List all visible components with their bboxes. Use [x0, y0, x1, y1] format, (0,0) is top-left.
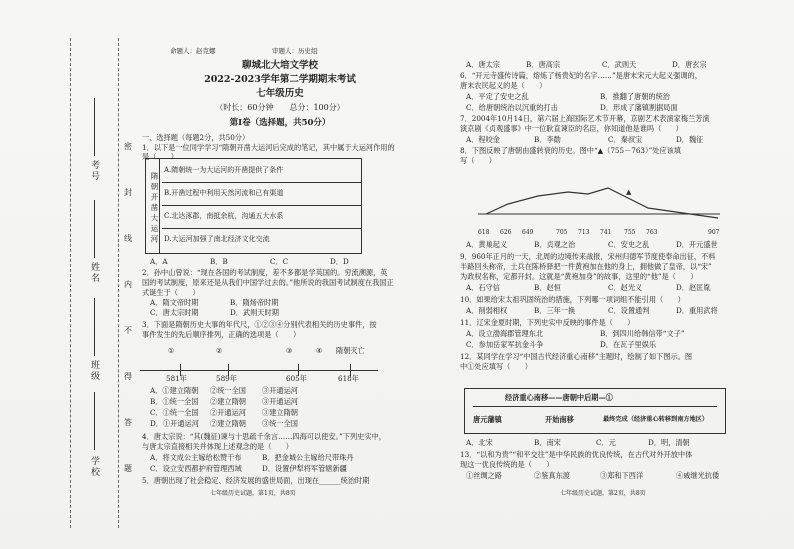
q4-option-a[interactable]: A．将文成公主嫁给松赞干布 — [150, 453, 242, 462]
q7-text: 7．2004年10月14日，第六届上海国际艺术节开幕，京剧艺术表演家梅兰芳演 — [460, 114, 710, 123]
timeline-year: 605年 — [286, 374, 307, 383]
q9-option-c[interactable]: C．赵光义 — [608, 283, 643, 292]
q12-diagram — [464, 388, 726, 434]
chart-year: 755 — [624, 229, 636, 236]
q9-text-3: 为政权名称，定都开封。这就是“黄袍加身”的故事，这里的“他”是（ ） — [460, 272, 698, 281]
q3-option-a-1[interactable]: A．①建立隋朝 — [150, 386, 199, 395]
q1-text-2: 是（ ） — [142, 152, 178, 161]
q3-option-a-2: ②统一全国 — [210, 386, 246, 395]
q2-option-b[interactable]: B．隋炀帝时期 — [230, 298, 279, 307]
seal-char: 不 — [124, 326, 132, 335]
q3-option-b-1[interactable]: B．①统一全国 — [150, 397, 199, 406]
q3-option-d-3: ③统一全国 — [262, 419, 298, 428]
q12-diagram-item: 唐元藩镇 — [473, 415, 502, 424]
q12-diagram-divider — [473, 406, 717, 407]
q7-option-a[interactable]: A．程咬金 — [466, 135, 500, 144]
school-name: 聊城北大培文学校 — [241, 60, 318, 71]
q2-text: 2．孙中山曾说：“现在各国的考试制度，差不多都是学英国的。穷流溯源，英 — [142, 268, 388, 277]
q13-text-2: 现这一优良传统的是（ ） — [460, 460, 554, 469]
q10-option-a[interactable]: A．削弱相权 — [466, 306, 508, 315]
q13-option-2: ②鉴真东渡 — [534, 471, 570, 480]
q2-option-c[interactable]: C．唐太宗时期 — [150, 308, 199, 317]
q4-option-c[interactable]: C．设立安西都护府管理西域 — [150, 464, 242, 473]
time-score: （时长：60分钟 总分：100分） — [215, 103, 345, 112]
q8-text-2: 写（ ） — [460, 156, 496, 165]
q3-option-d-2: ②建立隋朝 — [210, 419, 246, 428]
q11-text: 11．辽宋金夏时期，下列史实中反映的事件是（ ） — [460, 318, 635, 327]
chart-year: 626 — [500, 229, 512, 236]
q1-table — [145, 158, 362, 254]
q8-option-b[interactable]: B．贞观之治 — [534, 240, 576, 249]
q12-diagram-item: 最终完成（经济重心转移到南方地区） — [603, 416, 709, 423]
q12-option-b[interactable]: B．南宋 — [534, 438, 561, 447]
q6-text-2: 唐末农民起义的是（ ） — [460, 81, 547, 90]
school-label: 学校 — [89, 456, 99, 478]
q4-text-2: 与唐太宗直接相关并体现上述观念的是（ ） — [142, 442, 293, 451]
seal-char: 密 — [124, 142, 132, 151]
binding-margin — [0, 0, 132, 549]
q12-text: 12．某同学在学习“中国古代经济重心南移”主题时，绘制了如下图示。图 — [460, 352, 693, 361]
q2-option-d[interactable]: D．武则天时期 — [230, 308, 279, 317]
seal-dashed-line-outer — [70, 38, 71, 528]
q6-option-a[interactable]: A．平定了安史之乱 — [466, 92, 529, 101]
q13-option-1: ①丝绸之路 — [466, 471, 502, 480]
q3-option-c-2: ②开通运河 — [210, 408, 246, 417]
q9-option-b[interactable]: B．赵恒 — [534, 283, 561, 292]
seal-char: 题 — [124, 464, 132, 473]
chart-year: 763 — [646, 229, 658, 236]
q12-text-2: 中①处应填写（ ） — [460, 362, 532, 371]
q3-option-b-3: ③开通运河 — [262, 397, 298, 406]
q1-table-row: D.大运河加强了南北经济文化交流 — [164, 235, 270, 243]
term-title: 2022-2023学年第二学期期末考试 — [204, 74, 356, 85]
q11-option-d[interactable]: D．在瓦子里娱乐 — [600, 340, 657, 349]
q13-text: 13．“以和为贵”“和平交往”是中华民族的优良传统，在古代对外开放中体 — [460, 450, 693, 459]
q9-text: 9．960年正月的一天，北周的边境传来战报，宋州归德军节度使奉命出征，不料 — [460, 252, 716, 261]
q3-text-2: 事件发生的先后顺序排列，正确的选项是（ ） — [142, 330, 301, 339]
chart-year: 907 — [708, 229, 720, 236]
exam-no-underline — [94, 98, 95, 156]
q7-option-c[interactable]: C．秦叔宝 — [608, 135, 643, 144]
q3-option-c-1[interactable]: C．①统一全国 — [150, 408, 199, 417]
timeline-mark: ③ — [286, 346, 293, 355]
q10-option-c[interactable]: C．设置通判 — [608, 306, 650, 315]
q3-option-c-3: ③建立隋朝 — [262, 408, 298, 417]
q11-option-b[interactable]: B．到四川给韩信带“文子” — [600, 329, 685, 338]
timeline-year: 581年 — [166, 374, 187, 383]
q2-text-2: 国的考试制度，原来还是从我们中国学过去的。”他所说的我国考试制度在我国正 — [142, 278, 394, 287]
q7-option-b[interactable]: B．李勣 — [534, 135, 561, 144]
name-underline — [94, 200, 95, 258]
q1-text: 1．以下是一位同学学习“隋朝开凿大运河后完成的笔记，其中属于大运河作用的 — [142, 143, 395, 152]
q9-option-d[interactable]: D．赵匡胤 — [676, 283, 711, 292]
q12-diagram-title: 经济重心南移——唐朝中后期—① — [505, 393, 613, 402]
q8-option-d[interactable]: D．开元盛世 — [676, 240, 718, 249]
q13-option-4: ④戚继光抗倭 — [676, 471, 720, 480]
section-instruction: 一、选择题（每题2分，共50分） — [142, 133, 250, 142]
q9-option-a[interactable]: A．石守信 — [466, 283, 500, 292]
q3-option-d-1[interactable]: D．①开通运河 — [150, 419, 199, 428]
q5-option-c[interactable]: C．武则天 — [602, 60, 637, 69]
q6-option-d[interactable]: D．形成了藩镇割据局面 — [600, 103, 678, 112]
timeline-mark: ① — [168, 346, 175, 355]
chart-year: 713 — [578, 229, 590, 236]
chart-year: 705 — [556, 229, 568, 236]
chart-year: 618 — [478, 229, 490, 236]
exam-no-label: 考号 — [89, 160, 99, 182]
q3-option-b-2: ②建立隋朝 — [210, 397, 246, 406]
q1-option-d[interactable]: D．D — [330, 257, 349, 266]
q7-text-2: 演京剧《贞观盛事》中一位耿直谏臣的名臣，你知道他是谁吗（ ） — [460, 124, 683, 133]
subject-title: 七年级历史 — [256, 88, 304, 99]
q1-option-a[interactable]: A．A — [150, 257, 168, 266]
q8-text: 8．下图反映了唐朝由盛转衰的历史。图中“▲（755－763）”处应该填 — [460, 146, 681, 155]
q1-table-row: B.开凿过程中利用天然河流和已有渠道 — [162, 182, 361, 206]
q10-option-d[interactable]: D．重用武将 — [676, 306, 718, 315]
q5-option-b[interactable]: B．唐高宗 — [526, 60, 561, 69]
seal-dashed-line — [118, 38, 119, 528]
seal-char: 内 — [124, 280, 132, 289]
left-page-footer: 七年级历史试题，第1页，共8页 — [210, 490, 296, 497]
seal-char: 答 — [124, 418, 132, 427]
q5-text: 5．唐朝出现了社会稳定、经济发展的盛世局面，出现在______统治时期 — [142, 476, 370, 485]
q4-option-d[interactable]: D．设置伊犁将军管辖新疆 — [262, 464, 347, 473]
q1-table-row: C.北达涿郡，南抵余杭，沟通五大水系 — [162, 205, 361, 229]
chart-year: 649 — [522, 229, 534, 236]
q3-option-a-3: ③开通运河 — [262, 386, 298, 395]
q3-text: 3．下面是隋朝历史大事的年代尺，①②③④分别代表相关的历史事件，按 — [142, 320, 377, 329]
timeline-year: 589年 — [216, 374, 237, 383]
seal-char: 得 — [124, 372, 132, 381]
q12-diagram-item: 开始南移 — [545, 415, 574, 424]
q2-text-3: 式诞生于（ ） — [142, 288, 200, 297]
q5-option-d[interactable]: D．唐玄宗 — [672, 60, 707, 69]
chart-marker: ▲ — [626, 188, 632, 196]
seal-char: 封 — [124, 188, 132, 197]
reviewer: 审题人：历史组 — [272, 47, 318, 55]
timeline-mark: ④ — [316, 346, 323, 355]
q11-option-a[interactable]: A．设立渤海郡管理东北 — [466, 329, 544, 338]
seal-char: 线 — [124, 234, 132, 243]
q12-option-c[interactable]: C．元 — [596, 438, 616, 447]
q1-table-lead: 隋朝开凿大运河 — [146, 159, 160, 253]
timeline-year: 618年 — [338, 374, 359, 383]
q1-table-row: A.隋朝统一为大运河的开凿提供了条件 — [162, 159, 361, 183]
q10-text: 10．如果给宋太祖巩固统治的措施，下列哪一项词组不能引用（ ） — [460, 295, 685, 304]
timeline-axis — [140, 370, 378, 371]
section-title: 第Ⅰ卷（选择题，共50分） — [229, 118, 331, 128]
q4-option-b[interactable]: B．把金城公主嫁给尺带珠丹 — [262, 453, 354, 462]
q9-text-2: 半路回头称帝，士兵在陈桥驿把一件黄袍加在他的身上，拥他做了皇帝，以“宋” — [460, 262, 712, 271]
right-page-footer: 七年级历史试题，第2页，共8页 — [560, 490, 646, 497]
q6-option-c[interactable]: C．给唐朝统治以沉重的打击 — [466, 103, 558, 112]
q10-option-b[interactable]: B．三年一换 — [534, 306, 576, 315]
q11-option-c[interactable]: C．参加岳家军抗金斗争 — [466, 340, 544, 349]
q1-option-c[interactable]: C．C — [270, 257, 289, 266]
q8-rise-fall-chart — [478, 184, 720, 226]
q13-option-3: ③郑和下西洋 — [600, 471, 644, 480]
q6-option-b[interactable]: B．推翻了唐朝的统治 — [600, 92, 670, 101]
q8-option-c[interactable]: C．安史之乱 — [608, 240, 650, 249]
q4-text: 4．唐太宗说：“其(魏征)谏与十思疏千余言……四海可以使安。”下列史实中， — [142, 432, 386, 441]
name-label: 姓名 — [89, 262, 99, 284]
q12-option-a[interactable]: A．北宋 — [466, 438, 493, 447]
q1-option-b[interactable]: B．B — [210, 257, 228, 266]
class-underline — [94, 298, 95, 356]
class-label: 班级 — [89, 360, 99, 382]
maker: 命题人：赵克娜 — [170, 47, 216, 55]
q12-option-d[interactable]: D．明，清朝 — [648, 438, 690, 447]
chart-year: 741 — [600, 229, 612, 236]
q5-option-a[interactable]: A．唐太宗 — [466, 60, 500, 69]
q3-timeline — [140, 346, 380, 383]
q6-text: 6．“开元寺盛传诗篇，熔炼了杨贵妃的名字……”是唐末宋元大起义强调的， — [460, 71, 702, 80]
timeline-mark: ② — [216, 346, 223, 355]
school-underline — [94, 392, 95, 450]
q2-option-a[interactable]: A．隋文帝时期 — [150, 298, 199, 307]
timeline-end-label: 隋朝灭亡 — [336, 346, 365, 355]
q8-option-a[interactable]: A．黄巢起义 — [466, 240, 508, 249]
q7-option-d[interactable]: D．魏征 — [676, 135, 704, 144]
